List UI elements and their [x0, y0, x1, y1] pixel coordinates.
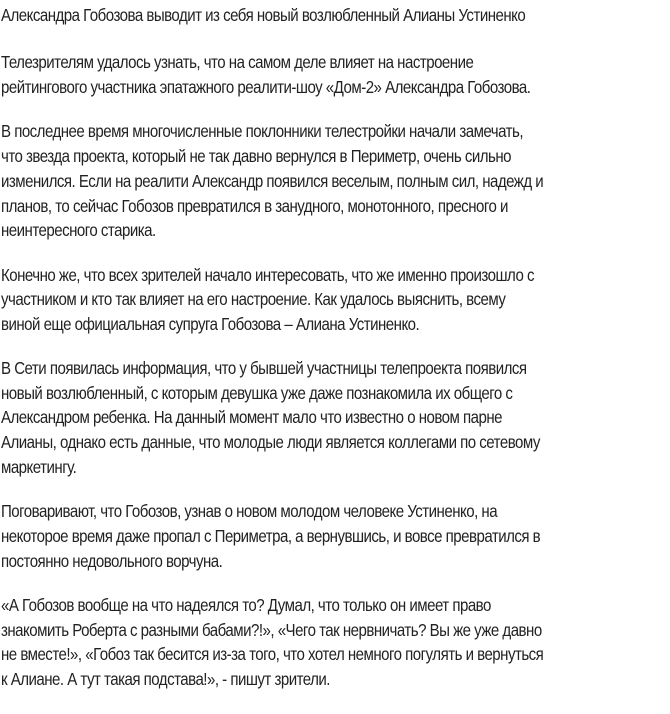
paragraph-line: что звезда проекта, который не так давно вернулся в Периметр, очень сильно — [1, 146, 511, 166]
paragraph-line: В Сети появилась информация, что у бывшей участницы телепроекта появился — [1, 358, 527, 378]
paragraph-line: планов, то сейчас Гобозов превратился в занудного, монотонного, пресного и — [1, 196, 508, 216]
paragraph-line: участником и кто так влияет на его настроение. Как удалось выяснить, всему — [1, 289, 506, 309]
paragraph-line: некоторое время даже пропал с Периметра, а вернувшись, и вовсе превратился в — [1, 526, 541, 546]
paragraph-line: неинтересного старика. — [1, 220, 156, 240]
paragraph-line: постоянно недовольного ворчуна. — [1, 551, 223, 571]
paragraph-line: Алианы, однако есть данные, что молодые люди является коллегами по сетевому — [1, 432, 540, 452]
paragraph-line: виной еще официальная супруга Гобозова – Алиана Устиненко. — [1, 314, 420, 334]
paragraph-line: новый возлюбленный, с которым девушка уже даже познакомила их общего с — [1, 383, 513, 403]
paragraph-line: Телезрителям удалось узнать, что на самом деле влияет на настроение — [1, 52, 474, 72]
paragraph-line: рейтингового участника эпатажного реалити-шоу «Дом-2» Александра Гобозова. — [1, 77, 531, 97]
paragraph-line: В последнее время многочисленные поклонники телестройки начали замечать, — [1, 121, 524, 141]
paragraph-line: знакомить Роберта с разными бабами?!», «Чего так нервничать? Вы же уже давно — [1, 620, 542, 640]
paragraph-line: не вместе!», «Гобоз так бесится из-за того, что хотел немного погулять и вернуться — [1, 644, 544, 664]
paragraph-line: Конечно же, что всех зрителей начало интересовать, что же именно произошло с — [1, 265, 535, 285]
article-title: Александра Гобозова выводит из себя новый возлюбленный Алианы Устиненко — [1, 5, 526, 25]
paragraph-line: Александром ребенка. На данный момент мало что известно о новом парне — [1, 407, 503, 427]
paragraph-line: к Алиане. А тут такая подстава!», - пишут зрители. — [1, 669, 330, 689]
paragraph-line: маркетингу. — [1, 457, 77, 477]
paragraph-line: изменился. Если на реалити Александр появился веселым, полным сил, надежд и — [1, 171, 544, 191]
paragraph-line: Поговаривают, что Гобозов, узнав о новом молодом человеке Устиненко, на — [1, 501, 498, 521]
paragraph-line: «А Гобозов вообще на что надеялся то? Думал, что только он имеет право — [1, 595, 491, 615]
